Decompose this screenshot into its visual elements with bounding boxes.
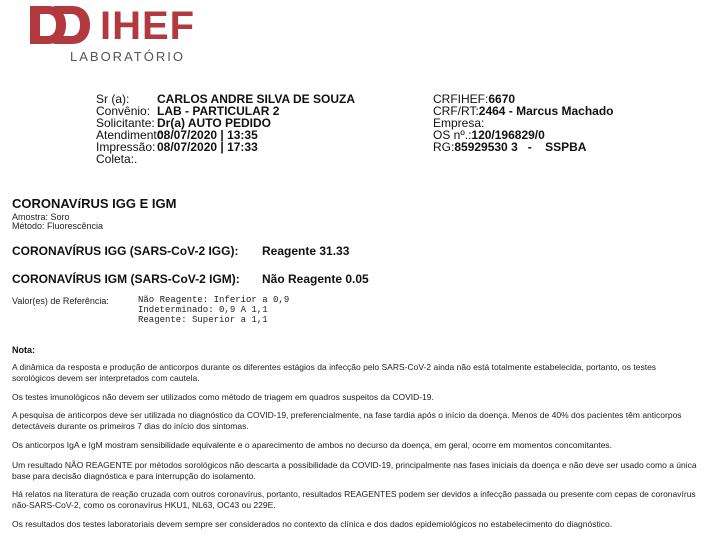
convenio-label: Convênio: [96,104,151,118]
note-paragraph: Os anticorpos IgA e IgM mostram sensibilidade equivalente e o aparecimento de ambos no decurso da doença, em geral, ocorre em momentos concomitantes. [12,440,613,450]
patient-label: Sr (a): [96,92,130,106]
notes-title: Nota: [12,345,35,355]
reference-label: Valor(es) de Referência: [12,296,109,306]
convenio-value: LAB - PARTICULAR 2 [157,104,280,118]
impressao-value: 08/07/2020 | 17:33 [157,140,258,154]
crfihef-label: CRFIHEF: [433,92,489,106]
igg-result: Reagente 31.33 [262,244,350,258]
metodo: Método: Fluorescência [12,221,104,231]
crfihef-value: 6670 [488,92,516,106]
amostra: Amostra: Soro [12,212,70,222]
exam-title: CORONAVíRUS IGG E IGM [12,196,177,211]
atendimento-value: 08/07/2020 | 13:35 [157,128,258,142]
reference-line: Indeterminado: 0,9 A 1,1 [138,305,268,315]
patient-value: CARLOS ANDRE SILVA DE SOUZA [157,92,356,106]
atendimento-label: Atendimento: [96,128,167,142]
coleta-label: Coleta:. [96,152,138,166]
rg-value: 85929530 3 - SSPBA [454,140,587,154]
igm-label: CORONAVÍRUS IGM (SARS-CoV-2 IGM): [12,272,240,286]
os-value: 120/196829/0 [471,128,545,142]
note-paragraph: A pesquisa de anticorpos deve ser utilizada no diagnóstico da COVID-19, preferencialmente, na fase tardia após o início da doença. Menos de 40% dos pacientes têm anticorpos detectáveis durante os primeiros 7 dias do início dos sintomas. [12,410,682,431]
empresa-label: Empresa: [433,116,485,130]
solicitante-value: Dr(a) AUTO PEDIDO [157,116,272,130]
rg-label: RG: [433,140,455,154]
note-paragraph: Os testes imunológicos não devem ser utilizados como método de triagem em quadros suspeitos da COVID-19. [12,392,434,402]
crfrt-value: 2464 - Marcus Machado [478,104,614,118]
igm-result: Não Reagente 0.05 [262,272,369,286]
crfrt-label: CRF/RT: [433,104,479,118]
logo-subtitle: LABORATÓRIO [70,49,185,64]
ihef-logo-icon [28,4,94,46]
logo-name: IHEF [100,4,196,48]
impressao-label: Impressão: [96,140,156,154]
reference-line: Não Reagente: Inferior a 0,9 [138,295,290,305]
note-paragraph: Os resultados dos testes laboratoriais devem sempre ser considerados no contexto da clínica e dos dados epidemiológicos no estabelecimento do diagnóstico. [12,519,613,529]
solicitante-label: Solicitante: [96,116,155,130]
note-paragraph: A dinâmica da resposta e produção de anticorpos durante os diferentes estágios da infecção pelo SARS-CoV-2 ainda não está totalmente estabelecida, portanto, os testes sorológicos devem ser interpretados com cautela. [12,362,657,383]
note-paragraph: Um resultado NÃO REAGENTE por métodos sorológicos não descarta a possibilidade da COVID-19, principalmente nas fases iniciais da doença e não deve ser usado como a única base para decisão diagnóstica e para interrupção do isolamento. [12,460,697,481]
igg-label: CORONAVÍRUS IGG (SARS-CoV-2 IGG): [12,244,239,258]
reference-line: Reagente: Superior a 1,1 [138,315,268,325]
note-paragraph: Há relatos na literatura de reação cruzada com outros coronavírus, portanto, resultados REAGENTES podem ser devidos a infecção passada ou presente com cepas de coronavírus não-SARS-CoV-2, como os coronavírus HKU1, NL63, OC43 ou 229E. [12,489,696,510]
os-label: OS nº.: [433,128,472,142]
